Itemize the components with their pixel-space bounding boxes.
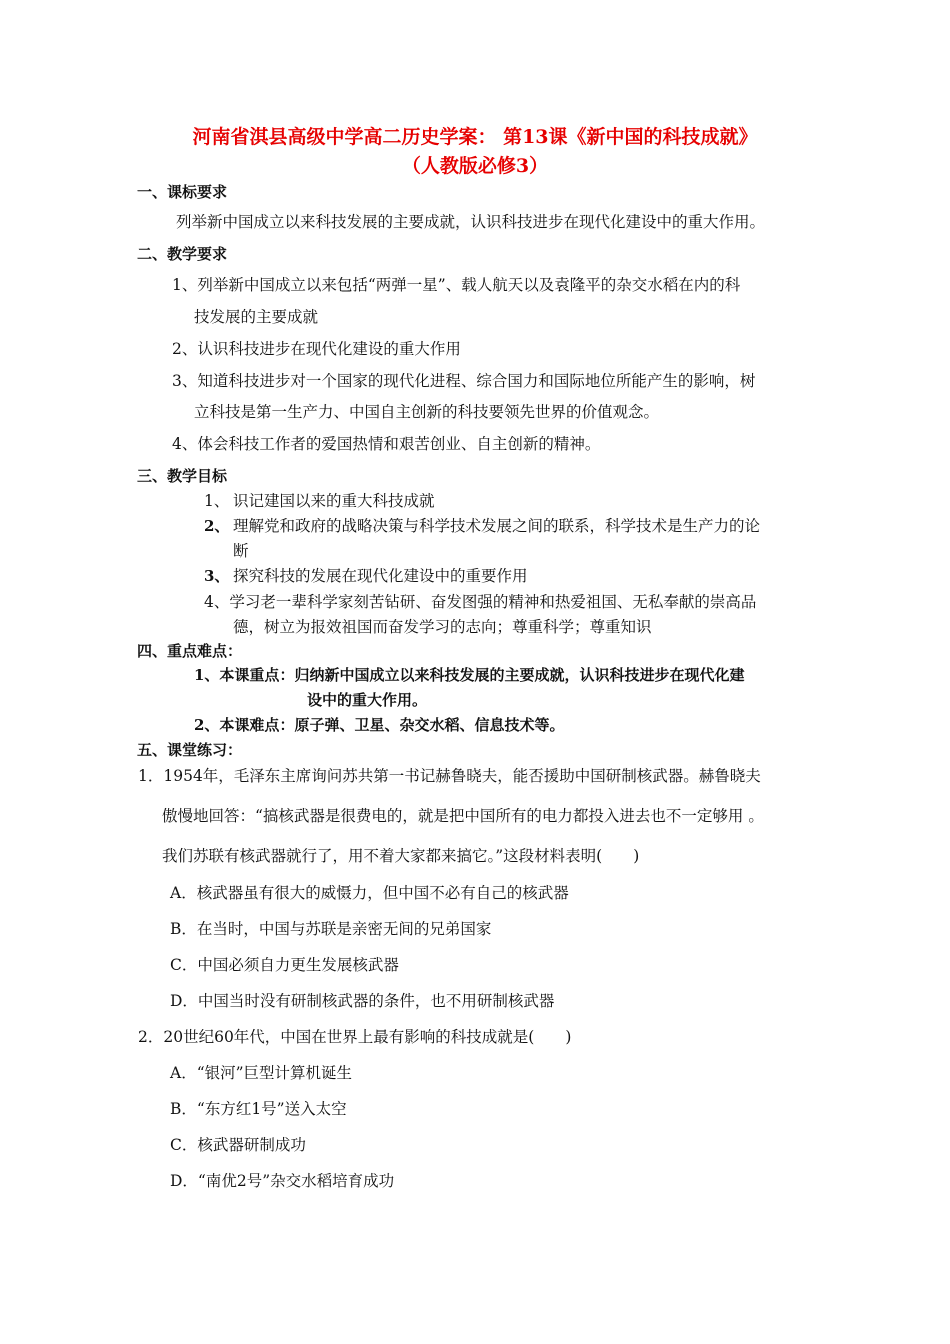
section-heading-teaching-requirements: 二、教学要求 — [137, 245, 228, 263]
requirement-3-line2: 立科技是第一生产力、中国自主创新的科技要领先世界的价值观念。 — [194, 403, 660, 421]
page-title: 河南省淇县高级中学高二历史学案： 第13课《新中国的科技成就》 — [192, 126, 758, 148]
question-2-option-d: D．“南优2号”杂交水稻培育成功 — [170, 1172, 395, 1190]
question-1-line3: 我们苏联有核武器就行了，用不着大家都来搞它。”这段材料表明( ) — [162, 847, 640, 865]
question-1-option-c: C．中国必须自力更生发展核武器 — [170, 956, 399, 974]
section-heading-standards: 一、课标要求 — [137, 183, 228, 201]
section-heading-key-points: 四、重点难点： — [137, 642, 243, 660]
question-1-line1: 1．1954年，毛泽东主席询问苏共第一书记赫鲁晓夫，能否援助中国研制核武器。赫鲁晓夫 — [138, 767, 761, 785]
key-point-line1: 1、本课重点：归纳新中国成立以来科技发展的主要成就，认识科技进步在现代化建 — [194, 666, 745, 684]
goal-1-number: 1、 — [204, 492, 230, 510]
goal-2-line2: 断 — [233, 542, 249, 560]
page-subtitle: （人教版必修3） — [401, 155, 549, 177]
requirement-1-line2: 技发展的主要成就 — [194, 308, 319, 326]
requirement-2: 2、认识科技进步在现代化建设的重大作用 — [172, 340, 461, 358]
requirement-3-line1: 3、知道科技进步对一个国家的现代化进程、综合国力和国际地位所能产生的影响，树 — [172, 372, 756, 390]
goal-4-line1: 4、学习老一辈科学家刻苦钻研、奋发图强的精神和热爱祖国、无私奉献的崇高品 — [204, 593, 757, 611]
section-heading-exercises: 五、课堂练习： — [137, 741, 243, 759]
requirement-4: 4、体会科技工作者的爱国热情和艰苦创业、自主创新的精神。 — [172, 435, 601, 453]
key-point-line2: 设中的重大作用。 — [307, 691, 428, 709]
goal-3: 探究科技的发展在现代化建设中的重要作用 — [233, 567, 528, 585]
question-2-option-b: B．“东方红1号”送入太空 — [170, 1100, 347, 1118]
requirement-1-line1: 1、列举新中国成立以来包括“两弹一星”、载人航天以及袁隆平的杂交水稻在内的科 — [172, 276, 741, 294]
question-2: 2．20世纪60年代，中国在世界上最有影响的科技成就是( ) — [138, 1028, 572, 1046]
goal-2-line1: 理解党和政府的战略决策与科学技术发展之间的联系，科学技术是生产力的论 — [233, 517, 761, 535]
difficult-point: 2、本课难点：原子弹、卫星、杂交水稻、信息技术等。 — [194, 716, 565, 734]
section-heading-teaching-goals: 三、教学目标 — [137, 467, 228, 485]
goal-1: 识记建国以来的重大科技成就 — [233, 492, 435, 510]
standards-text: 列举新中国成立以来科技发展的主要成就，认识科技进步在现代化建设中的重大作用。 — [176, 213, 766, 231]
question-1-option-b: B．在当时，中国与苏联是亲密无间的兄弟国家 — [170, 920, 492, 938]
question-1-line2: 傲慢地回答：“搞核武器是很费电的，就是把中国所有的电力都投入进去也不一定够用 。 — [162, 807, 764, 825]
question-2-option-a: A．“银河”巨型计算机诞生 — [170, 1064, 353, 1082]
goal-2-number: 2、 — [204, 517, 230, 535]
question-1-option-d: D．中国当时没有研制核武器的条件，也不用研制核武器 — [170, 992, 555, 1010]
goal-3-number: 3、 — [204, 567, 230, 585]
question-2-option-c: C．核武器研制成功 — [170, 1136, 306, 1154]
goal-4-line2: 德，树立为报效祖国而奋发学习的志向；尊重科学；尊重知识 — [233, 618, 652, 636]
question-1-option-a: A．核武器虽有很大的威慑力，但中国不必有自己的核武器 — [170, 884, 569, 902]
